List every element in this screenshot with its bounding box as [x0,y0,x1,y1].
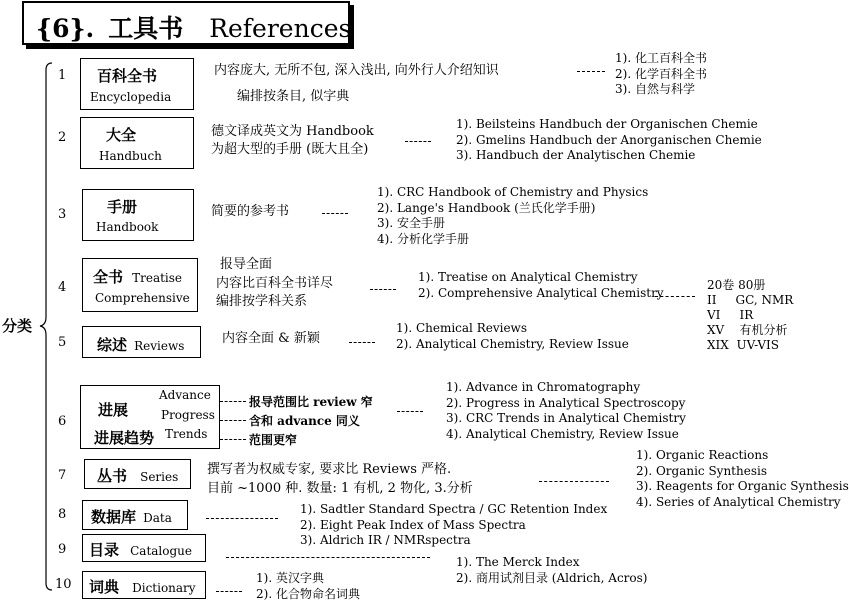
list-item: 2). 商用试剂目录 (Aldrich, Acros) [456,570,648,585]
row-2-desc-1: 德文译成英文为 Handbook [211,124,374,139]
category-box-treatise [82,258,198,312]
row-4-desc-1: 报导全面 [220,257,273,272]
category-cn: 数据库 [91,508,137,526]
list-item: XV 有机分析 [707,323,788,337]
list-item: 2). Gmelins Handbuch der Anorganischen Chemie [456,132,762,147]
category-en: Data [143,511,172,525]
row-2-refs [456,117,762,164]
category-en: Reviews [134,339,185,353]
row-4-refs [418,270,664,301]
category-en: Catalogue [130,544,192,558]
list-item: 1). 化工百科全书 [615,51,707,65]
title-box [22,1,350,45]
category-en: Handbuch [99,149,162,163]
list-item: 3). Aldrich IR / NMRspectra [300,533,471,547]
category-cn: 全书 [93,268,124,286]
row-9-number: 9 [58,542,67,557]
category-cn: 丛书 [97,467,128,485]
category-box-handbuch [80,117,194,169]
category-title [89,539,192,560]
row-1-desc-2: 编排按条目, 似字典 [237,89,350,104]
list-item: XIX UV-VIS [707,338,779,352]
category-title [93,266,182,287]
list-item: 2). 化合物命名词典 [256,586,360,601]
category-cn: 综述 [97,336,128,354]
row-8-refs [300,502,607,549]
list-item: II GC, NMR [707,293,794,307]
list-item: 3). Reagents for Organic Synthesis [636,479,849,493]
category-cn: 百科全书 [97,67,158,85]
category-cn: 手册 [107,198,138,216]
list-item: 3). Handbuch der Analytischen Chemie [456,148,696,162]
list-item: 2). Organic Synthesis [636,463,767,478]
list-item: 4). Analytical Chemistry, Review Issue [446,426,679,441]
row-1-refs [615,51,707,98]
row-6-desc-2: 含和 advance 同义 [249,414,360,428]
title-en: References [209,14,352,43]
list-item: 2). Analytical Chemistry, Review Issue [396,336,629,351]
list-item: 1). Sadtler Standard Spectra / GC Retention Index [300,502,608,516]
row-1-number: 1 [58,68,67,83]
list-item: 4). Series of Analytical Chemistry [636,494,841,509]
category-title [91,506,172,527]
row-4-connector [370,289,396,290]
list-item: 1). Chemical Reviews [396,321,527,335]
category-box-encyclopedia [80,58,194,110]
row-1-connector [577,71,605,72]
list-item: 3). 自然与科学 [615,82,695,96]
row-6-desc-1: 报导范围比 review 窄 [249,395,373,409]
category-en: Treatise [132,271,183,285]
list-item: 20卷 80册 [707,278,766,292]
category-box-reviews [82,326,201,358]
row-6-desc-3: 范围更窄 [249,433,298,447]
list-item: 3). CRC Trends in Analytical Chemistry [446,411,686,425]
row-10-refs [256,571,360,602]
category-box-advance [80,385,220,449]
list-item: 2). Comprehensive Analytical Chemistry [418,285,664,300]
category-cn: 大全 [106,126,137,144]
row-4-desc-3: 编排按学科关系 [216,294,308,309]
row-6-connector-1 [220,401,246,402]
row-6-connector-3 [220,439,246,440]
list-item: 2). Progress in Analytical Spectroscopy [446,395,686,410]
row-7-number: 7 [58,468,67,483]
title-index: {6}. [36,14,95,43]
row-9-refs [456,555,647,586]
row-5-refs [396,321,629,352]
row-5-connector [349,342,375,343]
row-2-number: 2 [58,130,67,145]
row-6-connector-2 [220,420,246,421]
list-item: VI IR [707,308,754,322]
row-6-number: 6 [58,414,67,429]
list-item: 1). Treatise on Analytical Chemistry [418,270,638,284]
row-3-connector [322,213,348,214]
list-item: 1). CRC Handbook of Chemistry and Physics [377,185,649,199]
list-item: 2). 化学百科全书 [615,66,707,81]
category-cn: 进展 [98,401,129,419]
row-7-desc-2: 目前 ~1000 种. 数量: 1 有机, 2 物化, 3.分析 [207,481,473,496]
row-3-desc-1: 简要的参考书 [211,204,290,219]
row-3-refs [377,185,648,247]
row-5-desc-1: 内容全面 & 新颖 [222,331,320,346]
row-6-connector [397,411,423,412]
category-title [97,334,184,355]
category-cn: 词典 [89,578,120,596]
row-4-desc-2: 内容比百科全书详尽 [216,276,334,291]
list-item: 2). Lange's Handbook (兰氏化学手册) [377,200,596,215]
row-4-side-connector [655,296,695,297]
category-cn-2: 进展趋势 [94,429,155,447]
category-en: Handbook [96,220,159,234]
list-item: 1). Organic Reactions [636,448,769,462]
category-en-3: Trends [165,427,208,441]
row-7-desc-1: 撰写者为权威专家, 要求比 Reviews 严格. [207,462,452,477]
row-10-connector [216,591,242,592]
list-item: 3). 安全手册 [377,216,445,230]
category-en: Encyclopedia [90,90,172,104]
row-9-connector [226,557,430,558]
row-8-number: 8 [58,507,67,522]
page-title [36,9,351,45]
category-box-dictionary [82,571,206,599]
category-en: Series [140,470,179,484]
category-title [89,576,196,597]
title-cn: 工具书 [108,14,184,43]
list-item: 1). Beilsteins Handbuch der Organischen Chemie [456,117,758,131]
category-en: Dictionary [132,581,196,595]
row-5-number: 5 [58,335,67,350]
row-10-number: 10 [55,577,72,592]
list-item: 1). 英汉字典 [256,571,324,585]
row-8-connector [206,518,278,519]
row-7-connector [539,481,609,482]
row-4-volumes [707,278,793,353]
row-2-desc-2: 为超大型的手册 (既大且全) [211,142,369,157]
category-cn: 目录 [89,541,120,559]
row-2-connector [405,141,431,142]
list-item: 4). 分析化学手册 [377,231,469,246]
category-box-catalogue [82,534,206,562]
row-6-refs [446,380,686,442]
category-en-2: Comprehensive [95,291,190,305]
category-box-data [82,500,188,530]
classification-brace [38,62,54,592]
row-4-number: 4 [58,280,67,295]
row-3-number: 3 [58,207,67,222]
category-title [97,465,178,486]
classification-label: 分类 [2,317,33,335]
row-1-desc-1: 内容庞大, 无所不包, 深入浅出, 向外行人介绍知识 [214,63,499,78]
list-item: 1). Advance in Chromatography [446,380,641,394]
category-en: Advance [159,388,211,402]
list-item: 1). The Merck Index [456,555,580,569]
category-en-2: Progress [161,408,215,422]
row-7-refs [636,448,849,510]
category-box-series [84,459,191,489]
list-item: 2). Eight Peak Index of Mass Spectra [300,517,526,532]
category-box-handbook [82,189,194,241]
